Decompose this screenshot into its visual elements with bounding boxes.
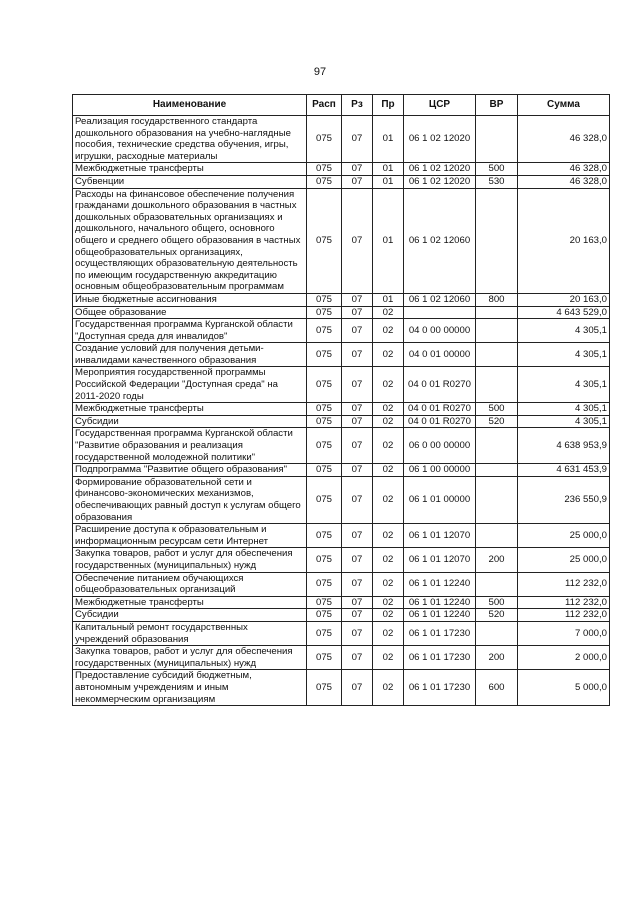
cell-rasp: 075 [307, 670, 342, 706]
table-row [73, 175, 610, 188]
cell-name: Подпрограмма "Развитие общего образования" [73, 464, 307, 477]
cell-sum: 7 000,0 [518, 621, 610, 645]
table-row [73, 464, 610, 477]
cell-vr [476, 188, 518, 293]
table-row [73, 609, 610, 622]
cell-rasp: 075 [307, 464, 342, 477]
cell-name: Закупка товаров, работ и услуг для обеспечения государственных (муниципальных) нужд [73, 646, 307, 670]
cell-rz: 07 [342, 609, 373, 622]
budget-table [72, 94, 610, 706]
cell-name: Расходы на финансовое обеспечение получения гражданами дошкольного образования в частных дошкольных образовательных организациях и дошкольного, начального общего, основного общего и среднего общего образования в частных общеобразовательных организациях, осуществляющих образовательную деятельность по имеющим государственную аккредитацию основным общеобразовательным программам [73, 188, 307, 293]
table-row [73, 306, 610, 319]
cell-vr [476, 572, 518, 596]
cell-name: Обеспечение питанием обучающихся общеобразовательных организаций [73, 572, 307, 596]
cell-pr: 02 [373, 403, 404, 416]
cell-vr: 200 [476, 548, 518, 572]
cell-name: Формирование образовательной сети и финансово-экономических механизмов, обеспечивающих равный доступ к услугам общего образования [73, 476, 307, 523]
cell-sum: 46 328,0 [518, 116, 610, 163]
cell-csr: 06 1 01 00000 [404, 476, 476, 523]
cell-pr: 02 [373, 524, 404, 548]
cell-vr [476, 306, 518, 319]
cell-pr: 02 [373, 670, 404, 706]
cell-csr: 06 1 00 00000 [404, 464, 476, 477]
cell-rasp: 075 [307, 367, 342, 403]
cell-pr: 02 [373, 428, 404, 464]
cell-name: Расширение доступа к образовательным и информационным ресурсам сети Интернет [73, 524, 307, 548]
cell-sum: 112 232,0 [518, 596, 610, 609]
cell-rz: 07 [342, 428, 373, 464]
cell-csr: 06 1 02 12020 [404, 116, 476, 163]
cell-csr: 06 1 01 12240 [404, 609, 476, 622]
cell-name: Иные бюджетные ассигнования [73, 293, 307, 306]
table-row [73, 548, 610, 572]
cell-name: Межбюджетные трансферты [73, 403, 307, 416]
cell-rasp: 075 [307, 609, 342, 622]
cell-pr: 02 [373, 572, 404, 596]
cell-name: Субсидии [73, 609, 307, 622]
cell-rasp: 075 [307, 596, 342, 609]
cell-csr: 04 0 01 R0270 [404, 403, 476, 416]
cell-vr [476, 464, 518, 477]
cell-csr [404, 306, 476, 319]
cell-vr [476, 428, 518, 464]
cell-sum: 25 000,0 [518, 524, 610, 548]
cell-vr [476, 476, 518, 523]
cell-pr: 02 [373, 343, 404, 367]
cell-name: Создание условий для получения детьми-инвалидами качественного образования [73, 343, 307, 367]
cell-csr: 04 0 01 00000 [404, 343, 476, 367]
header-name: Наименование [73, 95, 307, 116]
cell-rasp: 075 [307, 572, 342, 596]
cell-pr: 02 [373, 476, 404, 523]
cell-name: Межбюджетные трансферты [73, 596, 307, 609]
cell-vr: 500 [476, 163, 518, 176]
cell-pr: 01 [373, 163, 404, 176]
cell-vr [476, 367, 518, 403]
cell-pr: 01 [373, 175, 404, 188]
table-row [73, 572, 610, 596]
cell-vr: 200 [476, 646, 518, 670]
cell-rz: 07 [342, 621, 373, 645]
cell-rz: 07 [342, 163, 373, 176]
cell-rasp: 075 [307, 476, 342, 523]
table-row [73, 670, 610, 706]
cell-pr: 02 [373, 621, 404, 645]
cell-pr: 01 [373, 116, 404, 163]
cell-rasp: 075 [307, 524, 342, 548]
table-row [73, 403, 610, 416]
cell-csr: 04 0 01 R0270 [404, 367, 476, 403]
cell-csr: 06 1 01 12240 [404, 572, 476, 596]
cell-sum: 4 638 953,9 [518, 428, 610, 464]
cell-csr: 06 1 02 12020 [404, 175, 476, 188]
table-row [73, 646, 610, 670]
cell-sum: 2 000,0 [518, 646, 610, 670]
cell-csr: 06 1 01 17230 [404, 646, 476, 670]
table-row [73, 524, 610, 548]
cell-pr: 02 [373, 646, 404, 670]
table-row [73, 343, 610, 367]
cell-rz: 07 [342, 646, 373, 670]
cell-pr: 02 [373, 464, 404, 477]
cell-sum: 4 305,1 [518, 319, 610, 343]
cell-rz: 07 [342, 670, 373, 706]
cell-csr: 06 0 00 00000 [404, 428, 476, 464]
cell-csr: 06 1 01 17230 [404, 670, 476, 706]
cell-vr: 600 [476, 670, 518, 706]
cell-rasp: 075 [307, 403, 342, 416]
cell-rasp: 075 [307, 621, 342, 645]
table-row [73, 476, 610, 523]
cell-csr: 06 1 01 12240 [404, 596, 476, 609]
cell-name: Капитальный ремонт государственных учреждений образования [73, 621, 307, 645]
header-pr: Пр [373, 95, 404, 116]
cell-rasp: 075 [307, 163, 342, 176]
header-csr: ЦСР [404, 95, 476, 116]
header-vr: ВР [476, 95, 518, 116]
cell-name: Субсидии [73, 415, 307, 428]
cell-rz: 07 [342, 175, 373, 188]
cell-rz: 07 [342, 319, 373, 343]
table-header-row [73, 95, 610, 116]
header-rasp: Расп [307, 95, 342, 116]
table-row [73, 188, 610, 293]
cell-sum: 4 305,1 [518, 403, 610, 416]
cell-vr [476, 343, 518, 367]
cell-rz: 07 [342, 596, 373, 609]
cell-pr: 02 [373, 306, 404, 319]
cell-pr: 01 [373, 188, 404, 293]
cell-sum: 20 163,0 [518, 293, 610, 306]
cell-pr: 02 [373, 367, 404, 403]
cell-csr: 04 0 01 R0270 [404, 415, 476, 428]
cell-rz: 07 [342, 464, 373, 477]
table-row [73, 319, 610, 343]
table-row [73, 293, 610, 306]
cell-rz: 07 [342, 293, 373, 306]
cell-pr: 02 [373, 548, 404, 572]
cell-rasp: 075 [307, 116, 342, 163]
cell-sum: 46 328,0 [518, 175, 610, 188]
cell-csr: 06 1 02 12060 [404, 293, 476, 306]
cell-rasp: 075 [307, 175, 342, 188]
table-row [73, 116, 610, 163]
cell-rz: 07 [342, 343, 373, 367]
cell-rasp: 075 [307, 319, 342, 343]
cell-rasp: 075 [307, 188, 342, 293]
cell-rasp: 075 [307, 293, 342, 306]
cell-rasp: 075 [307, 428, 342, 464]
cell-sum: 4 305,1 [518, 367, 610, 403]
cell-vr: 500 [476, 596, 518, 609]
cell-pr: 02 [373, 609, 404, 622]
cell-vr [476, 116, 518, 163]
cell-rz: 07 [342, 548, 373, 572]
cell-rasp: 075 [307, 548, 342, 572]
cell-name: Межбюджетные трансферты [73, 163, 307, 176]
cell-sum: 4 305,1 [518, 343, 610, 367]
cell-name: Государственная программа Курганской области "Развитие образования и реализация государственной молодежной политики" [73, 428, 307, 464]
cell-name: Закупка товаров, работ и услуг для обеспечения государственных (муниципальных) нужд [73, 548, 307, 572]
cell-pr: 02 [373, 596, 404, 609]
cell-rz: 07 [342, 415, 373, 428]
header-sum: Сумма [518, 95, 610, 116]
cell-pr: 02 [373, 319, 404, 343]
cell-name: Общее образование [73, 306, 307, 319]
cell-rz: 07 [342, 116, 373, 163]
cell-sum: 112 232,0 [518, 572, 610, 596]
table-row [73, 415, 610, 428]
cell-rz: 07 [342, 572, 373, 596]
cell-sum: 46 328,0 [518, 163, 610, 176]
cell-rasp: 075 [307, 415, 342, 428]
table-row [73, 428, 610, 464]
cell-csr: 06 1 01 17230 [404, 621, 476, 645]
cell-rasp: 075 [307, 306, 342, 319]
cell-pr: 02 [373, 415, 404, 428]
page-number: 97 [313, 66, 327, 78]
cell-sum: 5 000,0 [518, 670, 610, 706]
cell-name: Реализация государственного стандарта дошкольного образования на учебно-наглядные пособия, технические средства обучения, игры, игрушки, расходные материалы [73, 116, 307, 163]
cell-sum: 112 232,0 [518, 609, 610, 622]
cell-vr: 530 [476, 175, 518, 188]
cell-csr: 06 1 02 12020 [404, 163, 476, 176]
cell-name: Предоставление субсидий бюджетным, автономным учреждениям и иным некоммерческим организациям [73, 670, 307, 706]
cell-vr [476, 319, 518, 343]
cell-vr: 520 [476, 415, 518, 428]
cell-sum: 4 643 529,0 [518, 306, 610, 319]
cell-vr [476, 524, 518, 548]
cell-vr: 800 [476, 293, 518, 306]
cell-name: Мероприятия государственной программы Российской Федерации "Доступная среда" на 2011-2020 годы [73, 367, 307, 403]
cell-vr [476, 621, 518, 645]
cell-pr: 01 [373, 293, 404, 306]
cell-sum: 20 163,0 [518, 188, 610, 293]
cell-rz: 07 [342, 367, 373, 403]
cell-rasp: 075 [307, 343, 342, 367]
cell-csr: 06 1 01 12070 [404, 548, 476, 572]
cell-sum: 4 305,1 [518, 415, 610, 428]
table-row [73, 163, 610, 176]
cell-sum: 25 000,0 [518, 548, 610, 572]
cell-rz: 07 [342, 188, 373, 293]
cell-vr: 500 [476, 403, 518, 416]
cell-csr: 06 1 02 12060 [404, 188, 476, 293]
cell-rz: 07 [342, 524, 373, 548]
cell-sum: 4 631 453,9 [518, 464, 610, 477]
cell-csr: 06 1 01 12070 [404, 524, 476, 548]
cell-rasp: 075 [307, 646, 342, 670]
table-row [73, 367, 610, 403]
table-row [73, 621, 610, 645]
cell-sum: 236 550,9 [518, 476, 610, 523]
cell-vr: 520 [476, 609, 518, 622]
cell-rz: 07 [342, 306, 373, 319]
cell-name: Государственная программа Курганской области "Доступная среда для инвалидов" [73, 319, 307, 343]
cell-rz: 07 [342, 476, 373, 523]
cell-name: Субвенции [73, 175, 307, 188]
table-row [73, 596, 610, 609]
cell-csr: 04 0 00 00000 [404, 319, 476, 343]
header-rz: Рз [342, 95, 373, 116]
cell-rz: 07 [342, 403, 373, 416]
